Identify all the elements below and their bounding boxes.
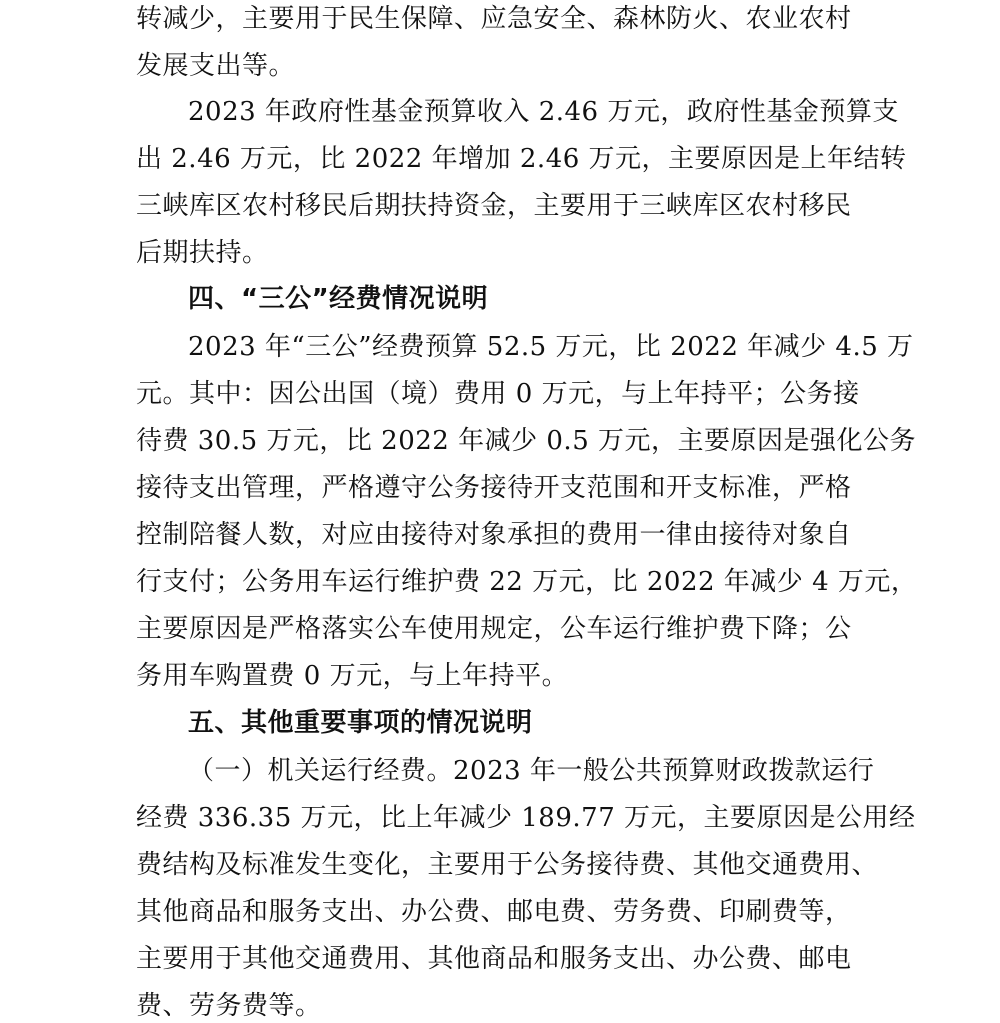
- paragraph-4-line-4: 其他商品和服务支出、办公费、邮电费、劳务费、印刷费等，: [136, 897, 852, 927]
- paragraph-2-line-1: 2023 年政府性基金预算收入 2.46 万元，政府性基金预算支: [188, 97, 899, 127]
- paragraph-2-line-3: 三峡库区农村移民后期扶持资金，主要用于三峡库区农村移民: [136, 191, 852, 221]
- paragraph-3-line-1: 2023 年“三公”经费预算 52.5 万元，比 2022 年减少 4.5 万: [188, 332, 914, 362]
- paragraph-3-line-5: 控制陪餐人数，对应由接待对象承担的费用一律由接待对象自: [136, 520, 852, 550]
- paragraph-1-line-1: 转减少，主要用于民生保障、应急安全、森林防火、农业农村: [136, 4, 852, 34]
- paragraph-1-line-2: 发展支出等。: [136, 51, 296, 81]
- paragraph-4-line-1: （一）机关运行经费。2023 年一般公共预算财政拨款运行: [188, 756, 875, 786]
- paragraph-4-line-5: 主要用于其他交通费用、其他商品和服务支出、办公费、邮电: [136, 944, 852, 974]
- paragraph-2-line-4: 后期扶持。: [136, 238, 269, 268]
- paragraph-4-line-6: 费、劳务费等。: [136, 991, 322, 1021]
- paragraph-3-line-7: 主要原因是严格落实公车使用规定，公车运行维护费下降；公: [136, 614, 852, 644]
- section-heading-5: 五、其他重要事项的情况说明: [188, 708, 533, 738]
- paragraph-3-line-3: 待费 30.5 万元，比 2022 年减少 0.5 万元，主要原因是强化公务: [136, 426, 916, 456]
- paragraph-2-line-2: 出 2.46 万元，比 2022 年增加 2.46 万元，主要原因是上年结转: [136, 144, 907, 174]
- paragraph-3-line-8: 务用车购置费 0 万元，与上年持平。: [136, 661, 569, 691]
- paragraph-4-line-3: 费结构及标准发生变化，主要用于公务接待费、其他交通费用、: [136, 850, 879, 880]
- paragraph-3-line-4: 接待支出管理，严格遵守公务接待开支范围和开支标准，严格: [136, 473, 852, 503]
- paragraph-3-line-2: 元。其中：因公出国（境）费用 0 万元，与上年持平；公务接: [136, 379, 860, 409]
- section-heading-4: 四、“三公”经费情况说明: [188, 284, 489, 314]
- paragraph-4-line-2: 经费 336.35 万元，比上年减少 189.77 万元，主要原因是公用经: [136, 803, 916, 833]
- paragraph-3-line-6: 行支付；公务用车运行维护费 22 万元，比 2022 年减少 4 万元，: [136, 567, 918, 597]
